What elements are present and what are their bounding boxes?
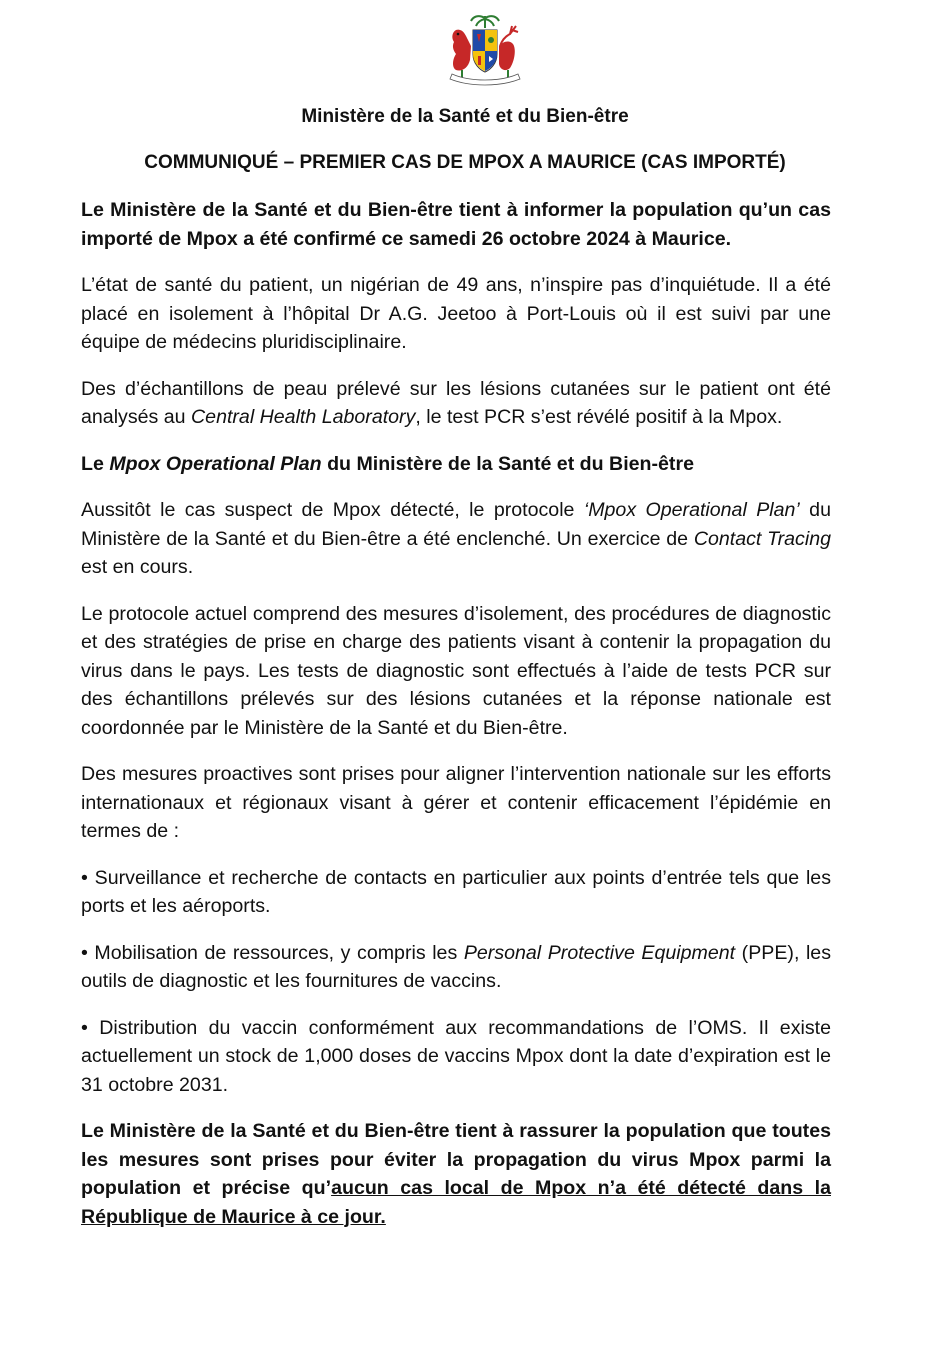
protocol-activation-paragraph: [81, 496, 831, 582]
section-heading: [81, 450, 831, 479]
lab-text-a: Des d’échantillons de peau prélevé sur les lésions cutanées sur le patient ont été analysés au: [81, 377, 831, 428]
coat-of-arms-icon: [440, 12, 530, 86]
communique-body: [81, 196, 831, 1249]
bullet-resources: [81, 939, 831, 996]
ppe-term: Personal Protective Equipment: [463, 941, 736, 964]
patient-status-paragraph: L’état de santé du patient, un nigérian de 49 ans, n’inspire pas d’inquiétude. Il a été placé en isolement à l’hôpital Dr A.G. Jeetoo à Port-Louis où il est suivi par une équipe de médecins pluridisciplinaire.: [81, 274, 831, 353]
ministry-name: Ministère de la Santé et du Bien-être: [301, 106, 629, 127]
closing-paragraph: [81, 1117, 831, 1231]
activation-plan-name: ‘Mpox Operational Plan’: [583, 499, 800, 521]
proactive-measures-paragraph: Des mesures proactives sont prises pour aligner l’intervention nationale sur les efforts internationaux et régionaux visant à gérer et contenir efficacement l’épidémie en termes de :: [81, 763, 831, 842]
closing-underlined-text: aucun cas local de Mpox n’a été détecté dans la République de Maurice à ce jour.: [81, 1177, 831, 1228]
activation-text-c: est en cours.: [81, 556, 194, 578]
intro-paragraph: Le Ministère de la Santé et du Bien-être tient à informer la population qu’un cas importé de Mpox a été confirmé ce samedi 26 octobre 2024 à Maurice.: [81, 199, 831, 250]
protocol-description-paragraph: Le protocole actuel comprend des mesures d’isolement, des procédures de diagnostic et des stratégies de prise en charge des patients visant à contenir la propagation du virus dans le pays. Les tests de diagnostic sont effectués à l’aide de tests PCR sur des échantillons prélevés sur des lésions cutanées et la réponse nationale est coordonnée par le Ministère de la Santé et du Bien-être.: [81, 602, 831, 739]
lab-result-paragraph: [81, 375, 831, 432]
resources-text-b: (PPE), les outils de diagnostic et les fournitures de vaccins.: [81, 941, 832, 992]
communique-title: COMMUNIQUÉ – PREMIER CAS DE MPOX A MAURICE (CAS IMPORTÉ): [144, 152, 786, 173]
lab-text-b: , le test PCR s’est révélé positif à la Mpox.: [415, 406, 783, 428]
lab-name: Central Health Laboratory: [191, 406, 416, 428]
activation-text-a: Aussitôt le cas suspect de Mpox détecté, le protocole: [81, 499, 584, 521]
heading-plan-name: Mpox Operational Plan: [109, 452, 322, 475]
bullet-surveillance: • Surveillance et recherche de contacts en particulier aux points d’entrée tels que les ports et les aéroports.: [81, 866, 831, 917]
closing-text: Le Ministère de la Santé et du Bien-être tient à rassurer la population que toutes les mesures sont prises pour éviter la propagation du virus Mpox parmi la population et précise qu’: [81, 1120, 831, 1199]
heading-text-a: Le: [81, 452, 110, 475]
bullet-vaccine: • Distribution du vaccin conformément aux recommandations de l’OMS. Il existe actuellement un stock de 1,000 doses de vaccins Mpox dont la date d’expiration est le 31 octobre 2031.: [81, 1016, 831, 1096]
heading-text-b: du Ministère de la Santé et du Bien-être: [321, 452, 694, 475]
contact-tracing-term: Contact Tracing: [693, 527, 831, 550]
resources-text-a: • Mobilisation de ressources, y compris les: [81, 941, 464, 964]
activation-text-b: du Ministère de la Santé et du Bien-être a été enclenché. Un exercice de: [81, 499, 831, 550]
